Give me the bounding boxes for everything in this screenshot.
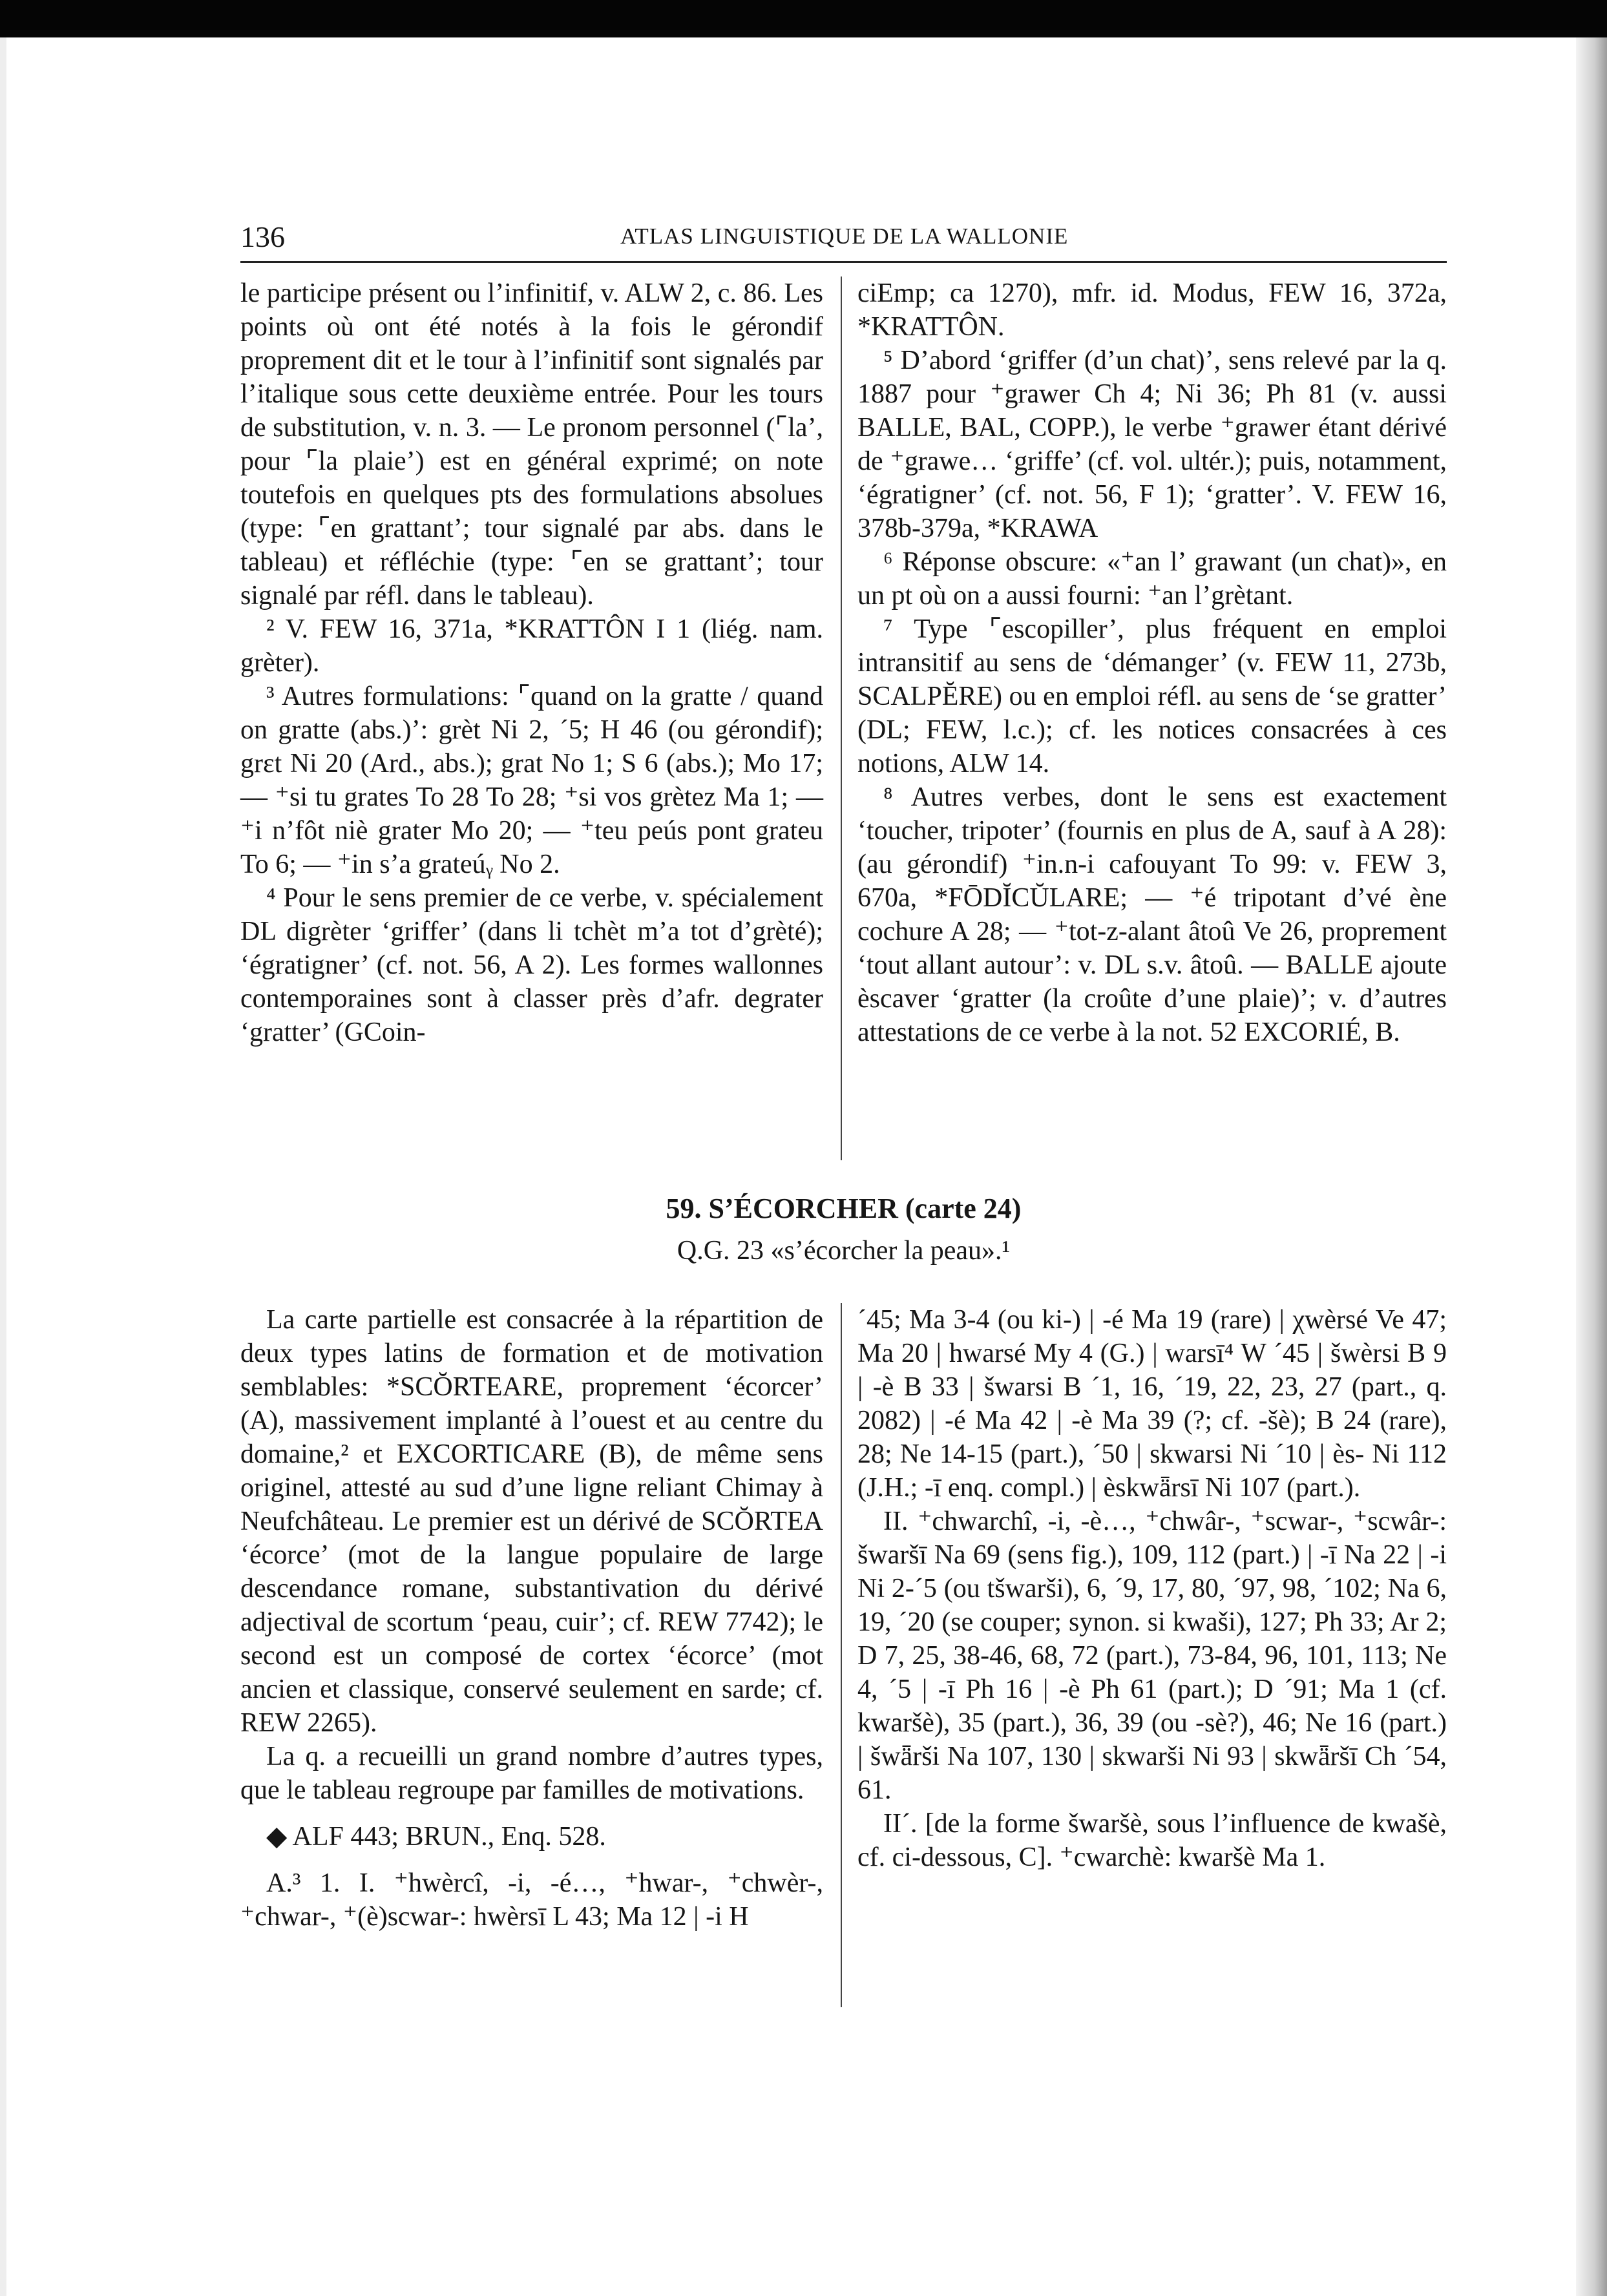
form-entry: A.³ 1. I. ⁺hwèrcî, -i, -é…, ⁺hwar-, ⁺chwèr-, ⁺chwar-, ⁺(è)scwar-: hwèrsī L 43; Ma 12 | -i H (240, 1868, 823, 1932)
footnote-4: ⁴ Pour le sens premier de ce verbe, v. spécialement DL digrèter ‘griffer’ (dans li tchèt m’a tot d’grèté); ‘égratigner’ (cf. not. 56, A 2). Les formes wallonnes contemporaines sont à classer près d’afr. degrater ‘gratter’ (GCoin- (240, 883, 823, 1047)
column-divider-top (841, 277, 842, 1160)
footnote-3: ³ Autres formulations: ⌜quand on la gratte / quand on gratte (abs.)’: grèt Ni 2, ´5; H 46 (ou gérondif); grɛt Ni 20 (Ard., abs.); grat No 1; S 6 (abs.); Mo 17; — ⁺si tu grates To 28 To 28; ⁺si vos grètez Ma 1; — ⁺i n’fôt niè grater Mo 20; — ⁺teu peús pont grateu To 6; — ⁺in s’a grateúᵧ No 2. (240, 682, 823, 879)
note-continuation: le participe présent ou l’infinitif, v. ALW 2, c. 86. Les points où ont été notés à la fois le gérondif proprement dit et le tour à l’infinitif sont signalés par l’italique sous cette deuxième entrée. Pour les tours de substitution, v. n. 3. — Le pronom personnel (⌜la’, pour ⌜la plaie’) est en général exprimé; on note toutefois en quelques pts des formulations absolues (type: ⌜en grattant’; tour signalé par abs. dans le tableau) et réfléchie (type: ⌜en se grattant’; tour signalé par réfl. dans le tableau). (240, 278, 823, 611)
footnote-7: ⁷ Type ⌜escopiller’, plus fréquent en emploi intransitif au sens de ‘démanger’ (v. FEW 11, 273b, SCALPĔRE) ou en emploi réfl. au sens de ‘se gratter’ (DL; FEW, l.c.); cf. les notices consacrées à ces notions, ALW 14. (857, 614, 1447, 778)
notes-column-left (240, 277, 823, 1049)
note-continuation-right: ciEmp; ca 1270), mfr. id. Modus, FEW 16, 372a, *KRATTÔN. (857, 278, 1447, 342)
column-divider-bottom (841, 1303, 842, 2007)
scan-right-edge-shadow (1576, 37, 1607, 2296)
body-column-right (857, 1303, 1447, 1874)
header-rule (240, 261, 1447, 263)
form-entry-continuation: ´45; Ma 3-4 (ou ki-) | -é Ma 19 (rare) | χwèrsé Ve 47; Ma 20 | hwarsé My 4 (G.) | warsī⁴ W ´45 | šwèrsi B 9 | -è B 33 | šwarsi B ´1, 16, ´19, 22, 23, 27 (part., q. 2082) | -é Ma 42 | -è Ma 39 (?; cf. -šè); B 24 (rare), 28; Ne 14-15 (part.), ´50 | skwarsi Ni ´10 | ès- Ni 112 (J.H.; -ī enq. compl.) | èskwǟrsī Ni 107 (part.). (857, 1305, 1447, 1503)
section-subtitle: Q.G. 23 «s’écorcher la peau».¹ (677, 1236, 1011, 1266)
form-entry: II´. [de la forme šwaršè, sous l’influence de kwašè, cf. ci-dessous, C]. ⁺cwarchè: kwaršè Ma 1. (857, 1809, 1447, 1872)
references-line: ◆ ALF 443; BRUN., Enq. 528. (266, 1822, 606, 1852)
spacer (240, 1807, 823, 1820)
scan-top-border (0, 0, 1607, 37)
running-head: ATLAS LINGUISTIQUE DE LA WALLONIE (620, 224, 1069, 249)
footnote-8: ⁸ Autres verbes, dont le sens est exactement ‘toucher, tripoter’ (fournis en plus de A, sauf à A 28): (au gérondif) ⁺in.n-i cafouyant To 99: v. FEW 3, 670a, *FŌDĬCŬLARE; — ⁺é tripotant d’vé ène cochure A 28; — ⁺tot-z-alant âtoû Ve 26, proprement ‘tout allant autour’: v. DL s.v. âtoû. — BALLE ajoute èscaver ‘gratter (la croûte d’une plaie)’; v. d’autres attestations de ce verbe à la not. 52 EXCORIÉ, B. (857, 782, 1447, 1047)
footnote-6: ⁶ Réponse obscure: «⁺an l’ grawant (un chat)», en un pt où on a aussi fourni: ⁺an l’grètant. (857, 547, 1447, 611)
body-paragraph: La carte partielle est consacrée à la répartition de deux types latins de formation et de motivation semblables: *SCŎRTEARE, proprement ‘écorcer’ (A), massivement implanté à l’ouest et au centre du domaine,² et EXCORTICARE (B), de même sens originel, attesté au sud d’une ligne reliant Chimay à Neufchâteau. Le premier est un dérivé de SCŎRTEA ‘écorce’ (mot de la langue populaire de large descendance romane, substantivation du dérivé adjectival de scortum ‘peau, cuir’; cf. REW 7742); le second est un composé de cortex ‘écorce’ (mot ancien et classique, conservé seulement en sarde; cf. REW 2265). (240, 1305, 823, 1738)
footnote-5: ⁵ D’abord ‘griffer (d’un chat)’, sens relevé par la q. 1887 pour ⁺grawer Ch 4; Ni 36; Ph 81 (v. aussi BALLE, BAL, COPP.), le verbe ⁺grawer étant dérivé de ⁺grawe… ‘griffe’ (cf. vol. ultér.); puis, notamment, ‘égratigner’ (cf. not. 56, F 1); ‘gratter’. V. FEW 16, 378b-379a, *KRAWA (857, 346, 1447, 543)
body-paragraph: La q. a recueilli un grand nombre d’autres types, que le tableau regroupe par familles de motivations. (240, 1742, 823, 1805)
scan-left-edge (0, 37, 6, 2296)
notes-column-right (857, 277, 1447, 1049)
section-title: 59. S’ÉCORCHER (carte 24) (666, 1193, 1022, 1224)
spacer (240, 1853, 823, 1866)
page-number: 136 (240, 220, 285, 253)
footnote-2: ² V. FEW 16, 371a, *KRATTÔN I 1 (liég. nam. grèter). (240, 614, 823, 678)
body-column-left (240, 1303, 823, 1934)
form-entry: II. ⁺chwarchî, -i, -è…, ⁺chwâr-, ⁺scwar-, ⁺scwâr-: šwaršī Na 69 (sens fig.), 109, 112 (part.) | -ī Na 22 | -i Ni 2-´5 (ou tšwarši), 6, ´9, 17, 80, ´97, 98, ´102; Na 6, 19, ´20 (se couper; synon. si kwaši), 127; Ph 33; Ar 2; D 7, 25, 38-46, 68, 72 (part.), 73-84, 96, 101, 113; Ne 4, ´5 | -ī Ph 16 | -è Ph 61 (part.); D ´91; Ma 1 (cf. kwaršè), 35 (part.), 36, 39 (ou -sè?), 46; Ne 16 (part.) | šwǟrši Na 107, 130 | skwarši Ni 93 | skwǟršī Ch ´54, 61. (857, 1507, 1447, 1805)
